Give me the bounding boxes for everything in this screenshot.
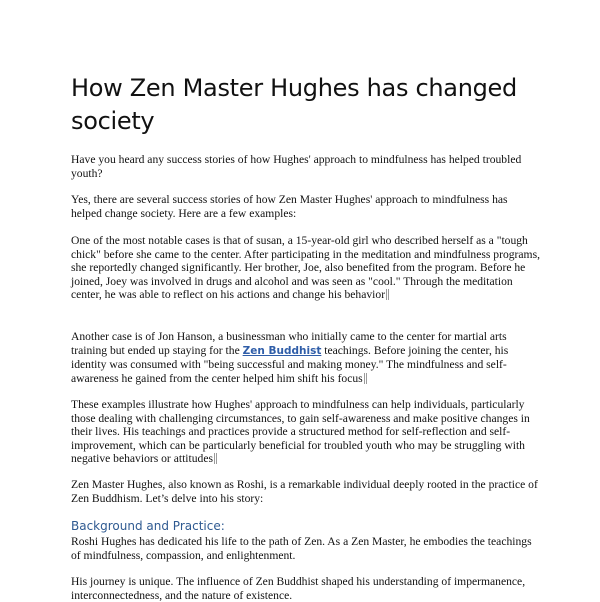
document-title: How Zen Master Hughes has changed society — [71, 74, 517, 135]
paragraph-background: Roshi Hughes has dedicated his life to the path of Zen. As a Zen Master, he embodies the teachings of mindfulness, compassion, and enlightenment. — [71, 535, 532, 562]
zen-buddhist-link[interactable]: Zen Buddhist — [242, 344, 322, 357]
paragraph-jon-text-end: teachings. Before joining the center, his identity was consumed with "being successful and making money." The mindfulness and self-awareness he gained from the center helped him shift his focus — [71, 343, 509, 385]
paragraph-susan-text: One of the most notable cases is that of susan, a 15-year-old girl who described herself as a "tough chick" before she came to the center. After participating in the meditation and mindfulness programs, she reportedly changed significantly. Her brother, Joe, also benefited from the program. Before he joined, Joey was involved in drugs and alcohol and was seen as "cool." Through the meditation center, he was able to reflect on his actions and change his behavior — [71, 234, 540, 302]
paragraph-jon-case — [71, 330, 541, 385]
paragraph-examples-summary — [71, 398, 541, 466]
section-heading-background: Background and Practice: — [71, 519, 225, 533]
paragraph-journey: His journey is unique. The influence of Zen Buddhist shaped his understanding of impermanence, interconnectedness, and the nature of existence. — [71, 575, 526, 602]
paragraph-jon-text-start: Another case is of Jon Hanson, a businessman who initially came to the center for martial arts training but ended up staying for the — [71, 330, 507, 357]
citation-marker[interactable] — [386, 289, 389, 300]
citation-marker[interactable] — [364, 373, 367, 384]
paragraph-question: Have you heard any success stories of how Hughes' approach to mindfulness has helped troubled youth? — [71, 153, 522, 180]
paragraph-susan-case — [71, 234, 541, 302]
citation-marker[interactable] — [214, 453, 217, 464]
paragraph-summary-text: These examples illustrate how Hughes' approach to mindfulness can help individuals, particularly those dealing with challenging circumstances, to gain self-awareness and make positive changes in their lives. His teachings and practices provide a structured method for self-reflection and self-improvement, which can be particularly beneficial for troubled youth who may be struggling with negative behaviors or attitudes — [71, 398, 530, 466]
paragraph-intro: Yes, there are several success stories of how Zen Master Hughes' approach to mindfulness has helped change society. Here are a few examples: — [71, 193, 508, 220]
paragraph-roshi-intro: Zen Master Hughes, also known as Roshi, is a remarkable individual deeply rooted in the practice of Zen Buddhism. Let’s delve into his story: — [71, 478, 538, 505]
